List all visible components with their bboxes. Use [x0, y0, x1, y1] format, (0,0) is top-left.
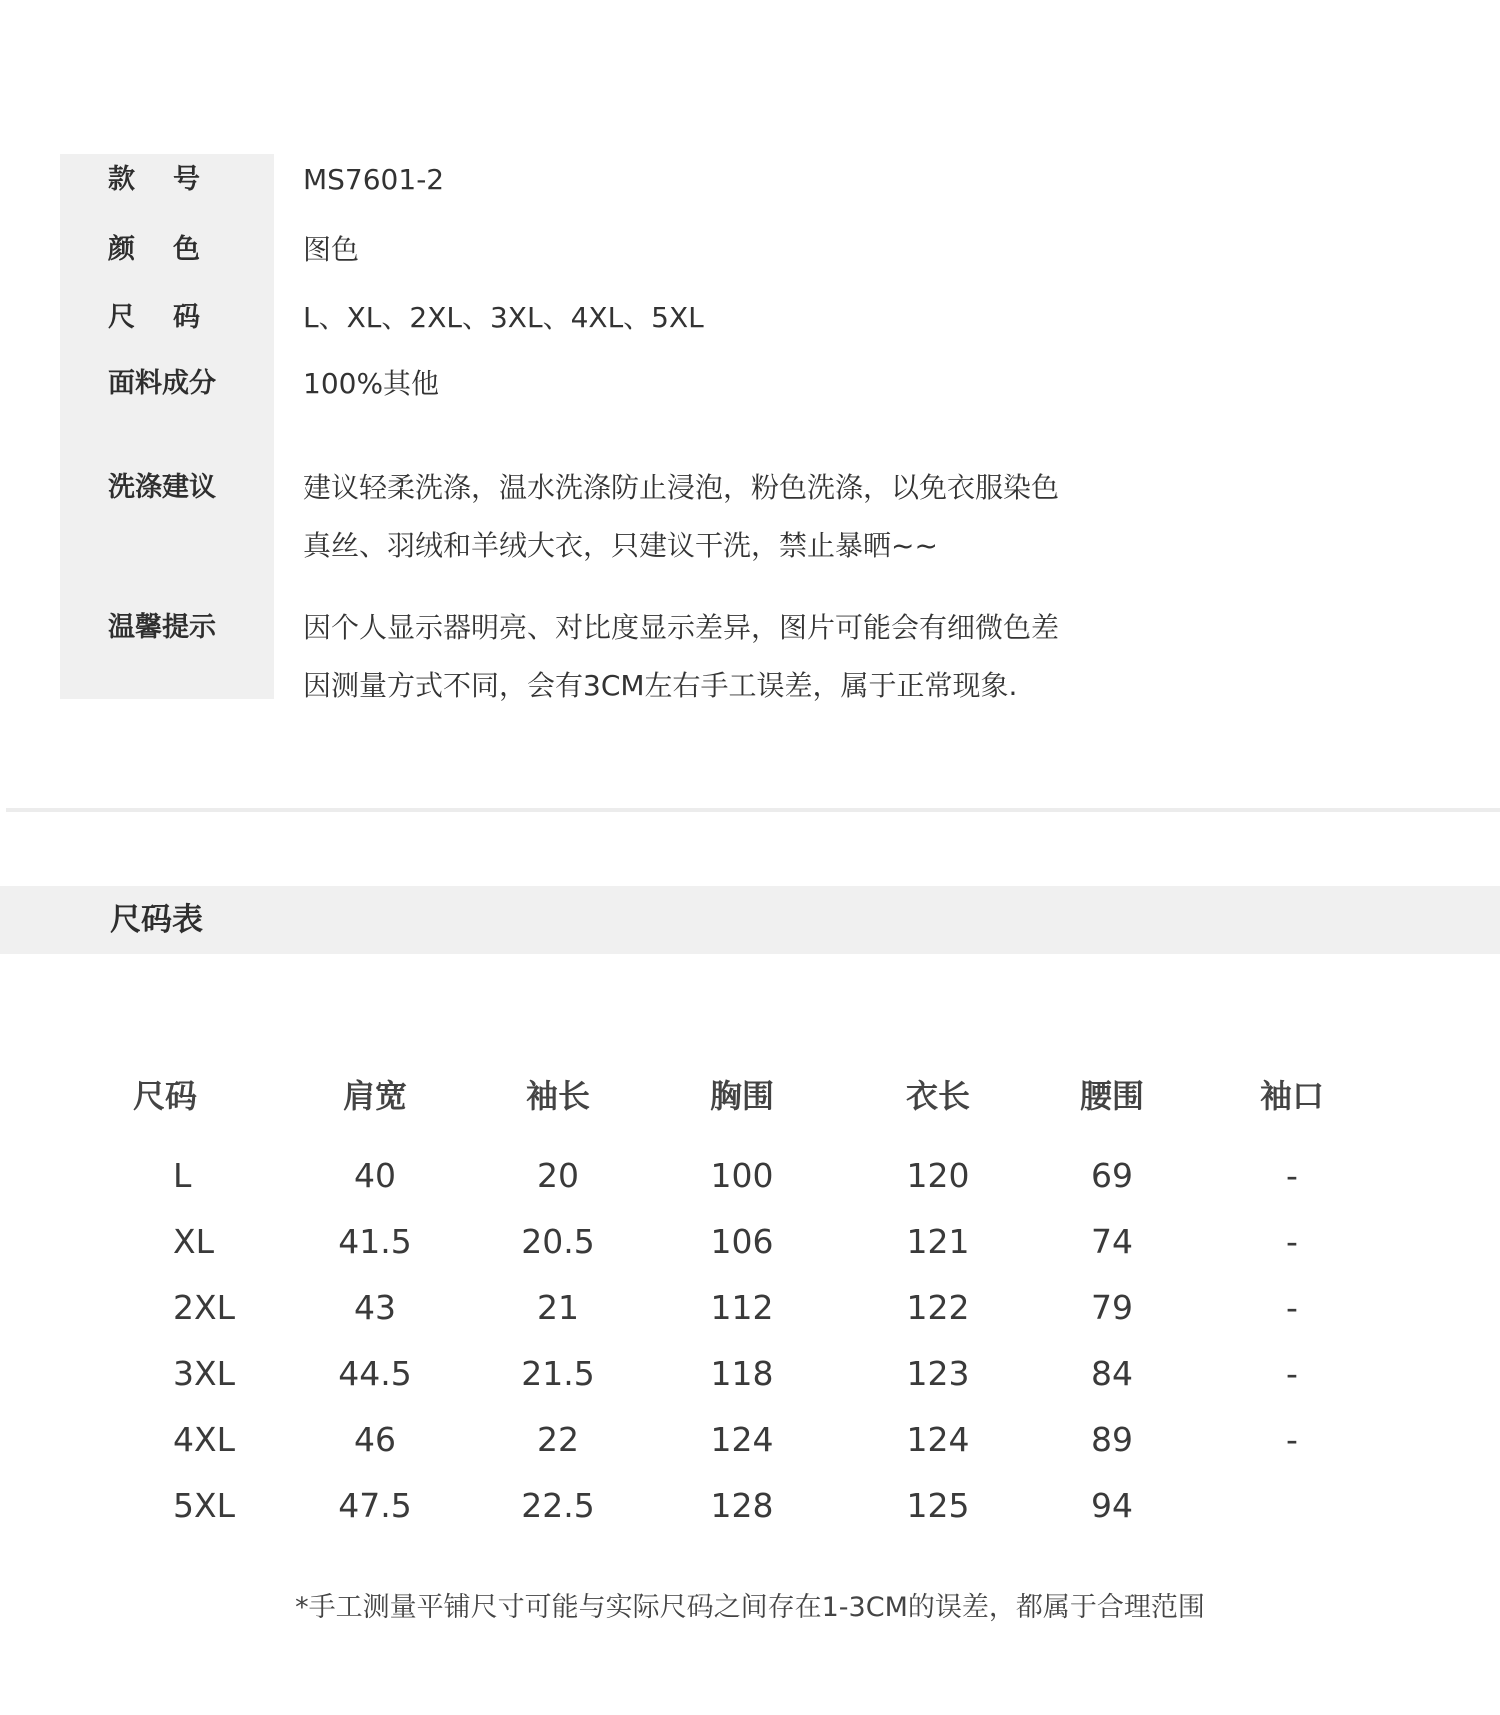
table-cell: 112 [710, 1288, 774, 1327]
section-divider [6, 808, 1500, 812]
table-cell: 40 [354, 1156, 396, 1195]
table-cell: 89 [1091, 1420, 1133, 1459]
sizes-label-char-2: 码 [173, 302, 200, 333]
table-cell: 3XL [173, 1354, 235, 1393]
table-cell: L [173, 1156, 192, 1195]
style-no-label-char-1: 款 [108, 164, 135, 195]
table-cell: 100 [710, 1156, 774, 1195]
table-cell: 74 [1091, 1222, 1133, 1261]
table-cell: 20.5 [521, 1222, 595, 1261]
table-cell: 5XL [173, 1486, 235, 1525]
size-chart-footnote: *手工测量平铺尺寸可能与实际尺码之间存在1-3CM的误差，都属于合理范围 [295, 1592, 1205, 1623]
table-cell: - [1286, 1354, 1298, 1393]
table-header-cell: 衣长 [905, 1077, 970, 1115]
table-cell: 124 [710, 1420, 774, 1459]
color-label-char-2: 色 [173, 234, 200, 265]
color-value: 图色 [303, 233, 360, 266]
table-cell: 22 [537, 1420, 579, 1459]
table-cell: 120 [906, 1156, 970, 1195]
table-header-cell: 腰围 [1079, 1077, 1144, 1115]
color-label-char-1: 颜 [108, 234, 135, 265]
size-chart-header [0, 886, 1500, 954]
table-cell: 124 [906, 1420, 970, 1459]
table-cell: 22.5 [521, 1486, 595, 1525]
washing-value [303, 459, 1059, 575]
table-cell: 125 [906, 1486, 970, 1525]
size-chart-title: 尺码表 [110, 902, 203, 938]
table-row [0, 1346, 1500, 1406]
table-cell: 118 [710, 1354, 774, 1393]
fabric-value: 100%其他 [303, 367, 440, 400]
sizes-value: L、XL、2XL、3XL、4XL、5XL [303, 301, 704, 334]
table-row [0, 1412, 1500, 1472]
table-cell: - [1286, 1420, 1298, 1459]
washing-label: 洗涤建议 [108, 472, 216, 503]
table-header-cell: 袖口 [1259, 1077, 1324, 1115]
table-row [0, 1478, 1500, 1538]
table-cell: - [1286, 1156, 1298, 1195]
table-header-row [0, 1068, 1500, 1128]
table-cell: 84 [1091, 1354, 1133, 1393]
table-header-cell: 袖长 [525, 1077, 590, 1115]
table-cell: 41.5 [338, 1222, 412, 1261]
table-header-cell: 尺码 [132, 1077, 197, 1115]
table-cell: 21.5 [521, 1354, 595, 1393]
table-cell: 43 [354, 1288, 396, 1327]
table-cell: 121 [906, 1222, 970, 1261]
table-cell: - [1286, 1288, 1298, 1327]
style-no-value: MS7601-2 [303, 163, 445, 196]
washing-line-1: 建议轻柔洗涤，温水洗涤防止浸泡，粉色洗涤，以免衣服染色 [303, 471, 1060, 504]
notice-line-2: 因测量方式不同，会有3CM左右手工误差，属于正常现象. [303, 669, 1018, 702]
table-cell: 20 [537, 1156, 579, 1195]
sizes-label-char-1: 尺 [108, 302, 135, 333]
table-cell: 4XL [173, 1420, 235, 1459]
table-cell: XL [173, 1222, 214, 1261]
table-cell: 21 [537, 1288, 579, 1327]
product-info-section [0, 0, 1500, 702]
table-cell: 123 [906, 1354, 970, 1393]
table-cell: 46 [354, 1420, 396, 1459]
notice-value [303, 599, 1059, 702]
table-cell: 106 [710, 1222, 774, 1261]
style-no-label [108, 162, 200, 198]
table-row [0, 1280, 1500, 1340]
table-cell: 79 [1091, 1288, 1133, 1327]
fabric-label: 面料成分 [108, 368, 216, 399]
table-row [0, 1148, 1500, 1208]
color-label [108, 232, 200, 268]
table-header-cell: 胸围 [709, 1077, 774, 1115]
washing-line-2: 真丝、羽绒和羊绒大衣，只建议干洗，禁止暴晒~~ [303, 529, 938, 562]
table-cell: 2XL [173, 1288, 235, 1327]
table-cell: 94 [1091, 1486, 1133, 1525]
table-row [0, 1214, 1500, 1274]
table-cell: 47.5 [338, 1486, 412, 1525]
table-cell: 122 [906, 1288, 970, 1327]
table-header-cell: 肩宽 [342, 1077, 407, 1115]
sizes-label [108, 300, 200, 336]
notice-label: 温馨提示 [108, 612, 216, 643]
table-cell: - [1286, 1222, 1298, 1261]
table-cell: 44.5 [338, 1354, 412, 1393]
table-cell: 128 [710, 1486, 774, 1525]
table-cell: 69 [1091, 1156, 1133, 1195]
notice-line-1: 因个人显示器明亮、对比度显示差异，图片可能会有细微色差 [303, 611, 1060, 644]
style-no-label-char-2: 号 [173, 164, 200, 195]
